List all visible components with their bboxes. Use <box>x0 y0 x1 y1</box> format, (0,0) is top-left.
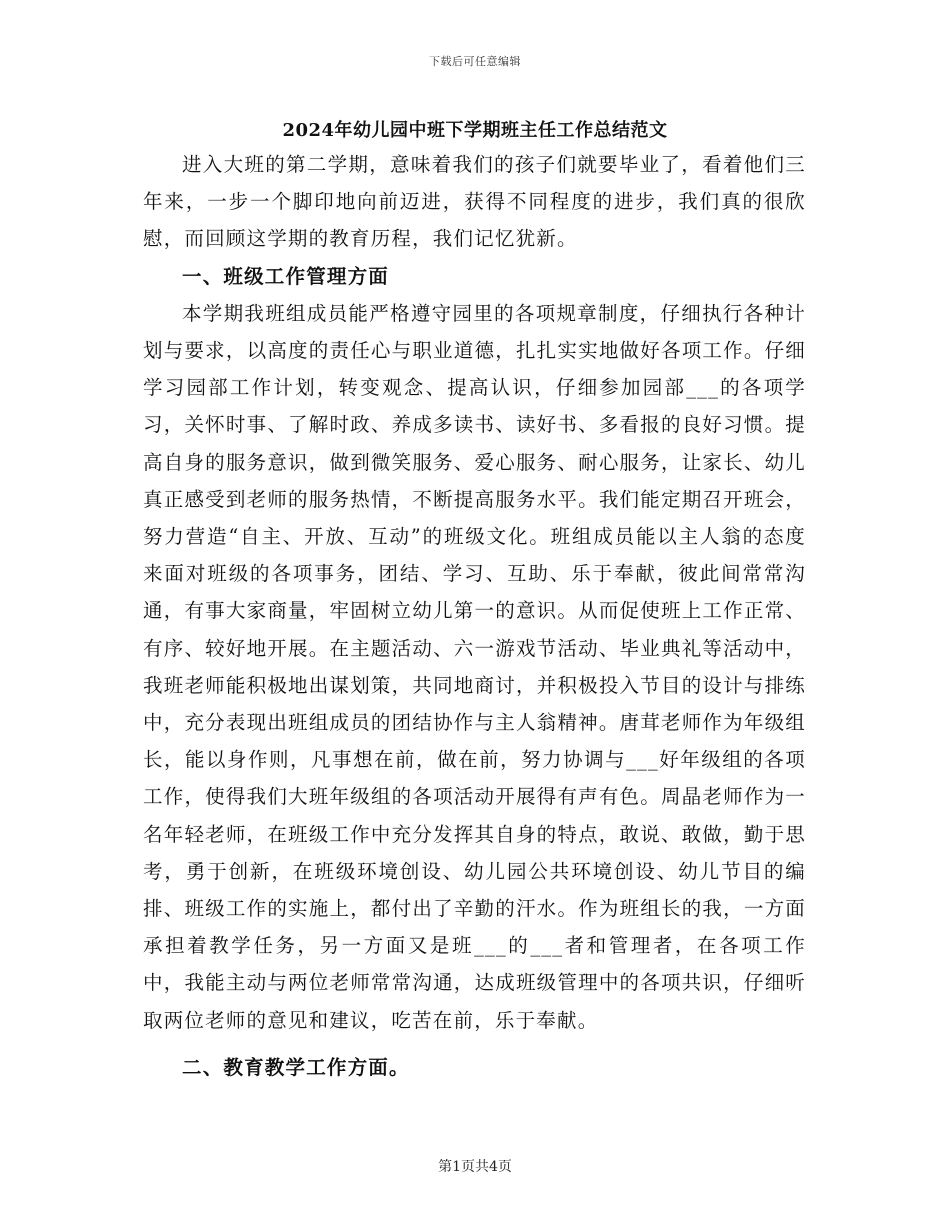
section-paragraph-class-management: 本学期我班组成员能严格遵守园里的各项规章制度，仔细执行各种计划与要求，以高度的责任心与职业道德，扎扎实实地做好各项工作。仔细学习园部工作计划，转变观念、提高认识，仔细参加园部___的各项学习，关怀时事、了解时政、养成多读书、读好书、多看报的良好习惯。提高自身的服务意识，做到微笑服务、爱心服务、耐心服务，让家长、幼儿真正感受到老师的服务热情，不断提高服务水平。我们能定期召开班会，努力营造“自主、开放、互动”的班级文化。班组成员能以主人翁的态度来面对班级的各项事务，团结、学习、互助、乐于奉献，彼此间常常沟通，有事大家商量，牢固树立幼儿第一的意识。从而促使班上工作正常、有序、较好地开展。在主题活动、六一游戏节活动、毕业典礼等活动中，我班老师能积极地出谋划策，共同地商讨，并积极投入节目的设计与排练中，充分表现出班组成员的团结协作与主人翁精神。唐茸老师作为年级组长，能以身作则，凡事想在前，做在前，努力协调与___好年级组的各项工作，使得我们大班年级组的各项活动开展得有声有色。周晶老师作为一名年轻老师，在班级工作中充分发挥其自身的特点，敢说、敢做，勤于思考，勇于创新，在班级环境创设、幼儿园公共环境创设、幼儿节目的编排、班级工作的实施上，都付出了辛勤的汗水。作为班组长的我，一方面承担着教学任务，另一方面又是班___的___者和管理者，在各项工作中，我能主动与两位老师常常沟通，达成班级管理中的各项共识，仔细听取两位老师的意见和建议，吃苦在前，乐于奉献。 <box>143 301 806 1032</box>
intro-paragraph: 进入大班的第二学期，意味着我们的孩子们就要毕业了，看着他们三年来，一步一个脚印地向前迈进，获得不同程度的进步，我们真的很欣慰，而回顾这学期的教育历程，我们记忆犹新。 <box>143 153 806 251</box>
page-footer-number: 第1页共4页 <box>438 1159 512 1175</box>
page-header-note: 下载后可任意编辑 <box>429 55 521 68</box>
document-title: 2024年幼儿园中班下学期班主任工作总结范文 <box>282 120 668 141</box>
document-body <box>143 146 806 1086</box>
section-heading-teaching: 二、教育教学工作方面。 <box>182 1055 410 1079</box>
section-heading-class-management: 一、班级工作管理方面 <box>182 264 390 288</box>
